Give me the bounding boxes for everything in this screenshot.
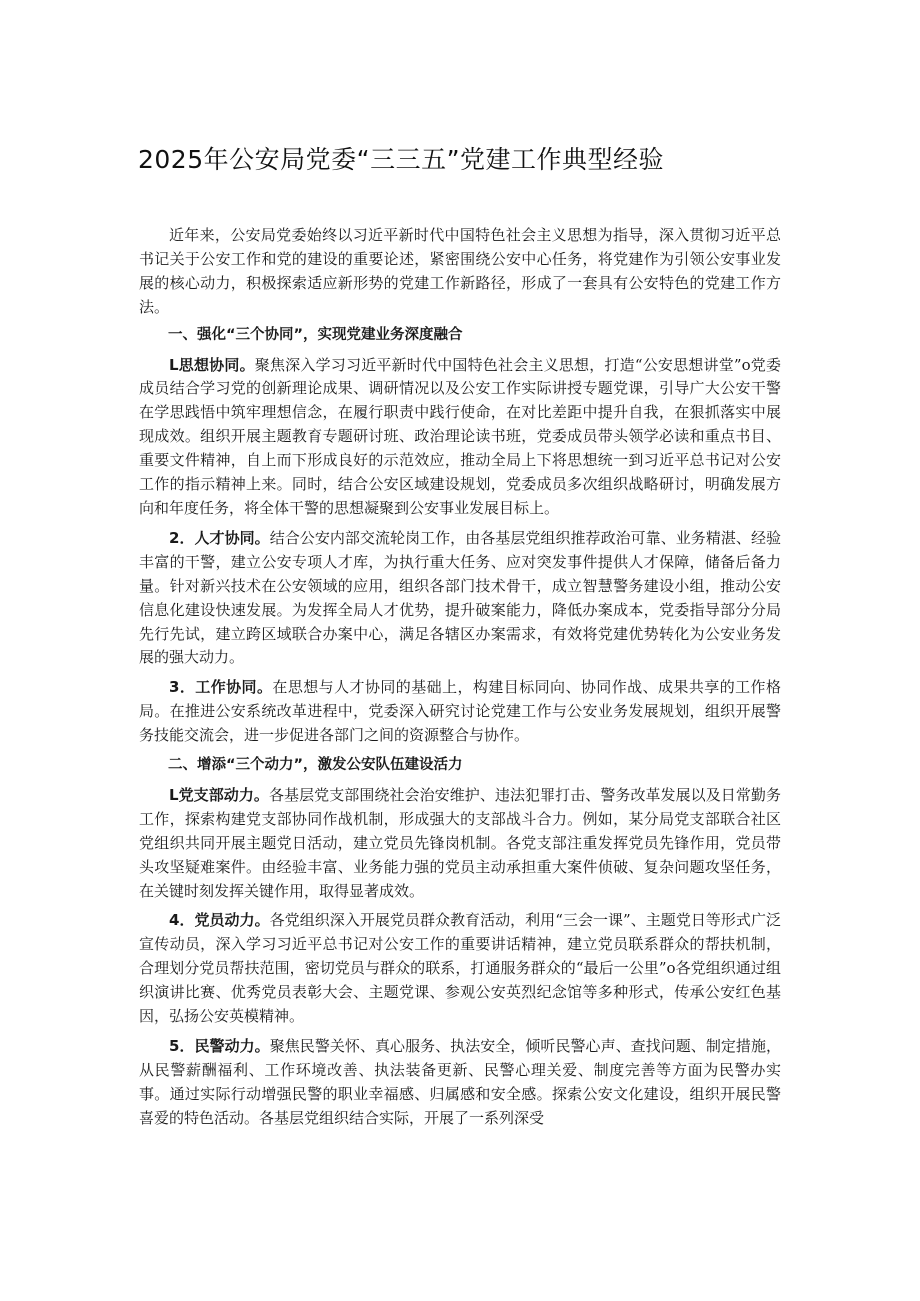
paragraph-text: 在思想与人才协同的基础上，构建目标同向、协同作战、成果共享的工作格局。在推进公安系统改革进程中，党委深入研究讨论党建工作与公安业务发展规划，组织开展警务技能交流会，进一步促进各部门之间的资源整合与协作。 [139,678,781,745]
paragraph-branch-momentum [139,784,781,904]
document-title: 2025年公安局党委“三三五”党建工作典型经验 [138,145,665,174]
paragraph-lead: L党支部动力。 [169,785,269,804]
paragraph-work-synergy [139,676,781,748]
paragraph-text: 聚焦民警关怀、真心服务、执法安全，倾听民警心声、查找问题、制定措施，从民警薪酬福利、工作环境改善、执法装备更新、民警心理关爱、制度完善等方面为民警办实事。通过实际行动增强民警的职业幸福感、归属感和安全感。探索公安文化建设，组织开展民警喜爱的特色活动。各基层党组织结合实际，开展了一系列深受 [139,1037,781,1127]
paragraph-thought-synergy [139,354,781,521]
document-body [139,224,781,1137]
paragraph-lead: 4．党员动力。 [169,911,270,930]
paragraph-text: 各基层党支部围绕社会治安维护、违法犯罪打击、警务改革发展以及日常勤务工作，探索构建党支部协同作战机制，形成强大的支部战斗合力。例如，某分局党支部联合社区党组织共同开展主题党日活动，建立党员先锋岗机制。各党支部注重发挥党员先锋作用，党员带头攻坚疑难案件。由经验丰富、业务能力强的党员主动承担重大案件侦破、复杂问题攻坚任务，在关键时刻发挥关键作用，取得显著成效。 [139,785,781,900]
paragraph-talent-synergy [139,527,781,670]
paragraph-lead: L思想协同。 [169,355,255,374]
intro-paragraph: 近年来，公安局党委始终以习近平新时代中国特色社会主义思想为指导，深入贯彻习近平总书记关于公安工作和党的建设的重要论述，紧密围绕公安中心任务，将党建作为引领公安事业发展的核心动力，积极探索适应新形势的党建工作新路径，形成了一套具有公安特色的党建工作方法。 [139,226,781,316]
paragraph-text: 聚焦深入学习习近平新时代中国特色社会主义思想，打造“公安思想讲堂”o党委成员结合学习党的创新理论成果、调研情况以及公安工作实际讲授专题党课，引导广大公安干警在学思践悟中筑牢理想信念，在履行职责中践行使命，在对比差距中提升自我，在狠抓落实中展现成效。组织开展主题教育专题研讨班、政治理论读书班，党委成员带头领学必读和重点书目、重要文件精神，自上而下形成良好的示范效应，推动全局上下将思想统一到习近平总书记对公安工作的指示精神上来。同时，结合公安区域建设规划，党委成员多次组织战略研讨，明确发展方向和年度任务，将全体干警的思想凝聚到公安事业发展目标上。 [139,355,782,517]
section-heading-1: 一、强化“三个协同”，实现党建业务深度融合 [168,326,463,343]
section-heading-2: 二、增添“三个动力”，激发公安队伍建设活力 [168,757,463,774]
paragraph-text: 结合公安内部交流轮岗工作，由各基层党组织推荐政治可靠、业务精湛、经验丰富的干警，建立公安专项人才库，为执行重大任务、应对突发事件提供人才保障，储备后备力量。针对新兴技术在公安领域的应用，组织各部门技术骨干，成立智慧警务建设小组，推动公安信息化建设快速发展。为发挥全局人才优势，提升破案能力，降低办案成本，党委指导部分分局先行先试，建立跨区域联合办案中心，满足各辖区办案需求，有效将党建优势转化为公安业务发展的强大动力。 [139,528,781,667]
paragraph-lead: 5．民警动力。 [169,1037,270,1055]
paragraph-lead: 3．工作协同。 [169,678,273,697]
paragraph-lead: 2．人才协同。 [169,528,270,547]
paragraph-police-momentum [139,1035,781,1131]
paragraph-text: 各党组织深入开展党员群众教育活动，利用“三会一课”、主题党日等形式广泛宣传动员，深入学习习近平总书记对公安工作的重要讲话精神，建立党员联系群众的帮扶机制，合理划分党员帮扶范围，密切党员与群众的联系，打通服务群众的“最后一公里”o各党组织通过组织演讲比赛、优秀党员表彰大会、主题党课、参观公安英烈纪念馆等多种形式，传承公安红色基因，弘扬公安英模精神。 [139,911,781,1026]
paragraph-member-momentum [139,909,781,1029]
